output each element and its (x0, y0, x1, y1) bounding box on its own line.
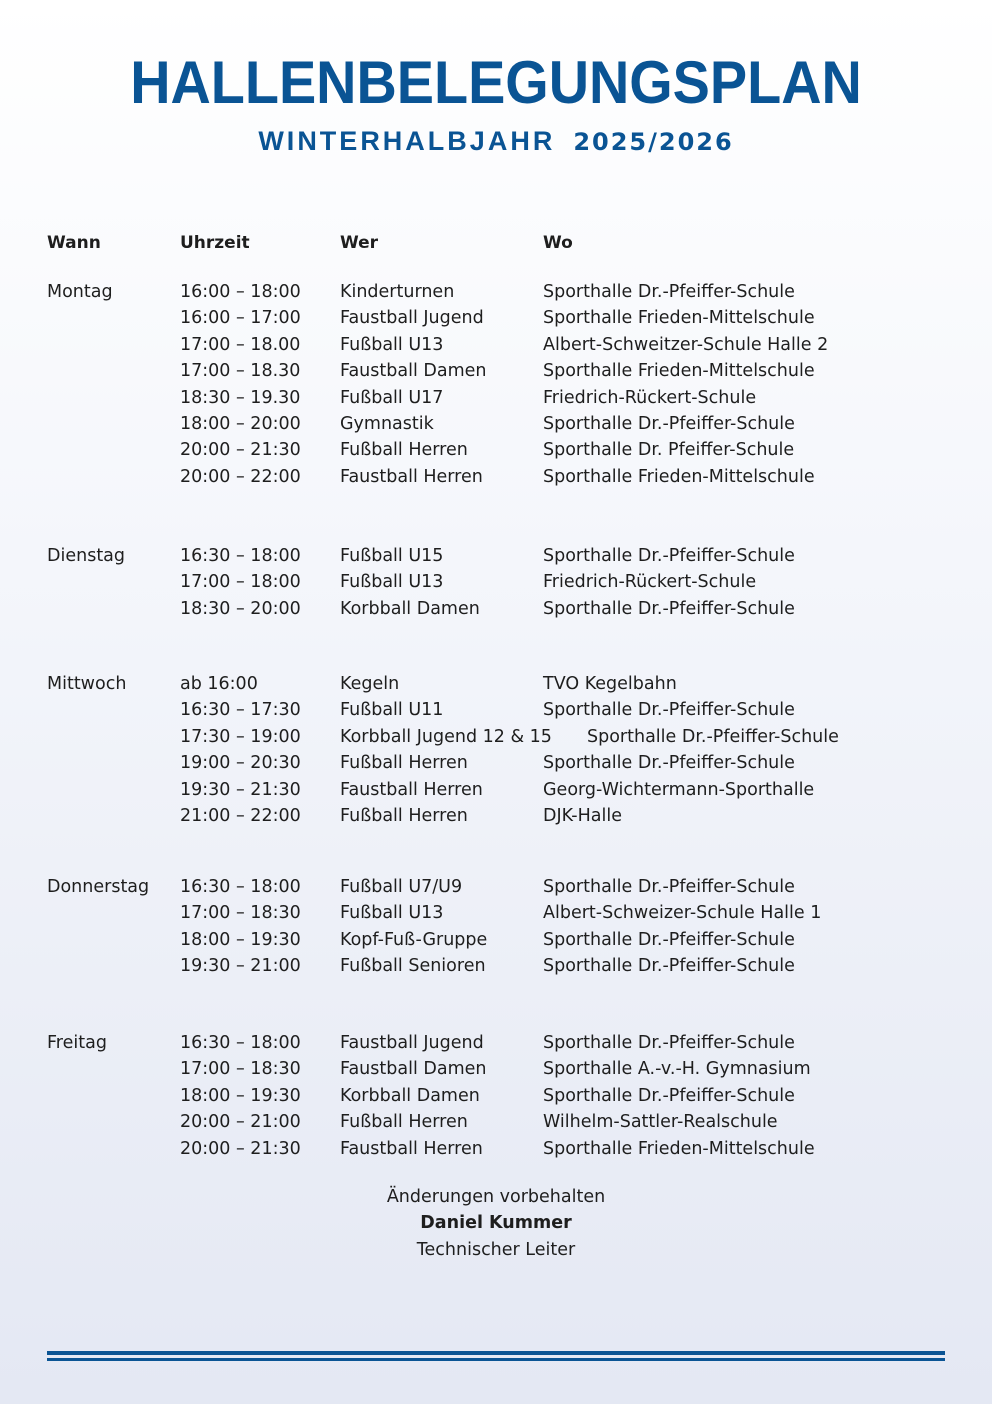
entry-where: Sporthalle Frieden-Mittelschule (543, 1138, 815, 1159)
entry-time: 18:00 – 20:00 (180, 414, 301, 434)
entry-time: 19:00 – 20:30 (180, 753, 301, 774)
entry-time: 16:30 – 18:00 (180, 1033, 301, 1053)
entry-who: Fußball U13 (340, 572, 444, 593)
entry-who: Fußball Herren (340, 440, 468, 461)
entry-time: 18:00 – 19:30 (180, 1085, 301, 1106)
entry-where: Friedrich-Rückert-Schule (543, 387, 757, 408)
entry-who: Korbball Damen (340, 1085, 480, 1106)
entry-time: 18:00 – 19:30 (180, 929, 301, 950)
entry-where: Sporthalle Dr.-Pfeiffer-Schule (543, 1033, 795, 1053)
entry-where: Sporthalle Dr.-Pfeiffer-Schule (543, 929, 795, 950)
entry-who: Korbball Jugend 12 & 15 (340, 726, 552, 747)
entry-where: Sporthalle Dr.-Pfeiffer-Schule (543, 956, 795, 977)
entry-time: 20:00 – 21:30 (180, 1138, 301, 1159)
day-label: Freitag (47, 1033, 107, 1053)
page-subtitle (0, 126, 992, 157)
page-title: HALLENBELEGUNGSPLAN (130, 49, 862, 116)
entry-time: 17:00 – 18:00 (180, 572, 301, 593)
entry-where: Albert-Schweizer-Schule Halle 1 (543, 903, 822, 924)
entry-where: Sporthalle Dr.-Pfeiffer-Schule (543, 598, 795, 619)
entry-where: Sporthalle Dr.-Pfeiffer-Schule (543, 414, 795, 434)
entry-who: Fußball U13 (340, 334, 444, 355)
entry-who: Faustball Herren (340, 466, 483, 487)
entry-where: TVO Kegelbahn (543, 674, 677, 694)
column-header-wer: Wer (340, 233, 379, 253)
entry-who: Fußball U17 (340, 387, 444, 408)
entry-time: 17:30 – 19:00 (180, 726, 301, 747)
entry-who: Kopf-Fuß-Gruppe (340, 929, 488, 950)
entry-time: 16:00 – 18:00 (180, 282, 301, 302)
entry-time: 17:00 – 18:30 (180, 903, 301, 924)
entry-who: Faustball Jugend (340, 308, 484, 329)
day-label: Mittwoch (47, 674, 127, 694)
entry-time: 20:00 – 21:30 (180, 440, 301, 461)
entry-time: 18:30 – 19.30 (180, 387, 301, 408)
entry-where: Albert-Schweitzer-Schule Halle 2 (543, 334, 829, 355)
entry-who: Korbball Damen (340, 598, 480, 619)
footer-note: Änderungen vorbehalten (386, 1187, 606, 1207)
entry-who: Faustball Damen (340, 361, 487, 382)
entry-time: 16:30 – 18:00 (180, 877, 301, 897)
entry-where: Sporthalle Dr.-Pfeiffer-Schule (543, 282, 795, 302)
subtitle-label: WINTERHALBJAHR (258, 126, 556, 156)
entry-where: Wilhelm-Sattler-Realschule (543, 1112, 778, 1133)
entry-who: Fußball Herren (340, 753, 468, 774)
entry-time: 19:30 – 21:00 (180, 956, 301, 977)
entry-who: Kinderturnen (340, 282, 455, 302)
entry-who: Faustball Herren (340, 779, 483, 800)
entry-time: 16:30 – 18:00 (180, 546, 301, 566)
entry-where: Sporthalle A.-v.-H. Gymnasium (543, 1059, 811, 1080)
column-header-wann: Wann (47, 233, 101, 253)
day-label: Montag (47, 282, 113, 302)
footer-name: Daniel Kummer (420, 1213, 572, 1233)
entry-who: Faustball Herren (340, 1138, 483, 1159)
entry-who: Fußball U15 (340, 546, 444, 566)
entry-who: Faustball Jugend (340, 1033, 484, 1053)
entry-where: Sporthalle Frieden-Mittelschule (543, 308, 815, 329)
footer-role: Technischer Leiter (416, 1240, 576, 1260)
entry-where: Sporthalle Dr.-Pfeiffer-Schule (543, 877, 795, 897)
entry-who: Fußball U11 (340, 700, 444, 721)
day-label: Donnerstag (47, 877, 150, 897)
entry-who: Fußball Herren (340, 1112, 468, 1133)
entry-time: 19:30 – 21:30 (180, 779, 301, 800)
entry-time: 18:30 – 20:00 (180, 598, 301, 619)
entry-time: 16:00 – 17:00 (180, 308, 301, 329)
entry-where: Friedrich-Rückert-Schule (543, 572, 757, 593)
entry-who: Fußball Senioren (340, 956, 486, 977)
column-header-uhrzeit: Uhrzeit (180, 233, 250, 253)
entry-who: Fußball Herren (340, 806, 468, 826)
entry-time: 17:00 – 18.00 (180, 334, 301, 355)
entry-time: 17:00 – 18:30 (180, 1059, 301, 1080)
footer-divider-thin (47, 1358, 945, 1361)
entry-where: Georg-Wichtermann-Sporthalle (543, 779, 815, 800)
column-header-wo: Wo (543, 233, 573, 253)
entry-where: Sporthalle Dr.-Pfeiffer-Schule (543, 546, 795, 566)
entry-who: Fußball U13 (340, 903, 444, 924)
entry-who: Kegeln (340, 674, 400, 694)
entry-where: Sporthalle Frieden-Mittelschule (543, 361, 815, 382)
entry-where: DJK-Halle (543, 806, 622, 826)
entry-who: Gymnastik (340, 414, 434, 434)
entry-where: Sporthalle Frieden-Mittelschule (543, 466, 815, 487)
entry-who: Faustball Damen (340, 1059, 487, 1080)
entry-time: 20:00 – 22:00 (180, 466, 301, 487)
entry-time: 16:30 – 17:30 (180, 700, 301, 721)
entry-where: Sporthalle Dr. Pfeiffer-Schule (543, 440, 795, 461)
entry-time: ab 16:00 (180, 674, 258, 694)
entry-where: Sporthalle Dr.-Pfeiffer-Schule (543, 1085, 795, 1106)
entry-time: 20:00 – 21:00 (180, 1112, 301, 1133)
entry-time: 21:00 – 22:00 (180, 806, 301, 826)
entry-time: 17:00 – 18.30 (180, 361, 301, 382)
day-label: Dienstag (47, 546, 126, 566)
entry-where: Sporthalle Dr.-Pfeiffer-Schule (587, 726, 839, 747)
season-label: 2025/2026 (573, 128, 734, 156)
footer-divider-thick (47, 1351, 945, 1355)
entry-where: Sporthalle Dr.-Pfeiffer-Schule (543, 700, 795, 721)
entry-where: Sporthalle Dr.-Pfeiffer-Schule (543, 753, 795, 774)
entry-who: Fußball U7/U9 (340, 877, 463, 897)
